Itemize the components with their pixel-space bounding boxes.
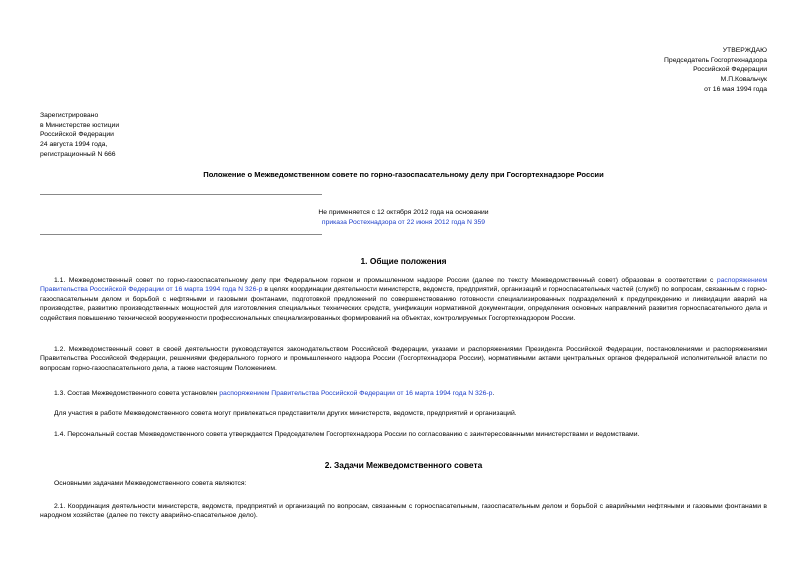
paragraph-1-2: 1.2. Межведомственный совет в своей деятельности руководствуется законодательством Российской Федерации, указами и распоряжениями Президента Российской Федерации, постановлениями и распоряжениями Правительства Российской Федерации, решениями федерального горного и промышленного надзора России (Госгортехнадзора России), нормативными актами центральных органов федеральной исполнительной власти по вопросам горно-газоспасательного дела, а также настоящим Положением. — [40, 346, 767, 372]
document-title: Положение о Межведомственном совете по горно-газоспасательному делу при Госгортехнадзоре России — [203, 170, 604, 179]
tasks-intro: Основными задачами Межведомственного совета являются: — [54, 480, 247, 487]
paragraph-1-1 — [40, 276, 767, 323]
approval-line: УТВЕРЖДАЮ — [722, 47, 767, 54]
paragraph-1-3 — [40, 389, 767, 398]
approval-block — [664, 46, 767, 94]
paragraph-text: . — [492, 390, 495, 397]
registration-line: Российской Федерации — [40, 131, 114, 139]
registration-line: регистрационный N 666 — [40, 150, 116, 158]
registration-line: 24 августа 1994 года, — [40, 140, 108, 148]
paragraph-text: 1.3. Состав Межведомственного совета установлен — [54, 390, 220, 397]
approval-line: от 16 мая 1994 года — [704, 85, 767, 93]
section-heading-general: 1. Общие положения — [360, 256, 447, 266]
divider — [40, 194, 322, 195]
paragraph-text: в целях координации деятельности министерств, ведомств, предприятий, организаций и горноспасательных частей (служб) по вопросам, связанным с горно-газоспасательным делом и борьбой с нефтяными и газовыми фонтанами, подготовкой предложений по совершенствованию готовности специализированных подразделений к предупреждению и ликвидации аварий на производстве, развитию производственных мощностей для изготовления специальных технических средств, унификации нормативной документации, определения основных направлений развития горноспасательного дела и содействия повышению технической вооруженности профессиональных специализированных формирований на объектах, контролируемых Госгортехнадзором России. — [40, 286, 767, 322]
approval-line: М.П.Ковальчук — [720, 75, 767, 83]
status-notice — [0, 208, 807, 227]
paragraph-text: 1.1. Межведомственный совет по горно-газоспасательному делу при Федеральном горном и промышленном надзоре России (далее по тексту Межведомственный совет) образован в соответствии с — [54, 277, 714, 284]
registration-line: в Министерстве юстиции — [40, 121, 120, 129]
section-heading-tasks: 2. Задачи Межведомственного совета — [324, 460, 483, 470]
decree-link[interactable]: распоряжением Правительства Российской Федерации от 16 марта 1994 года N 326-р — [40, 277, 768, 294]
notice-order-link[interactable]: приказа Ростехнадзора от 22 июня 2012 года N 359 — [321, 218, 486, 226]
paragraph-1-3-participation: Для участия в работе Межведомственного совета могут привлекаться представители других министерств, ведомств, предприятий и организаций. — [54, 410, 517, 417]
notice-text: Не применяется с 12 октября 2012 года на основании — [318, 209, 489, 216]
divider — [40, 234, 322, 235]
approval-line: Российской Федерации — [693, 66, 767, 74]
paragraph-2-1: 2.1. Координация деятельности министерств, ведомств, предприятий и организаций по вопросам, связанным с горноспасательным, газоспасательным делом и борьбой с аварийными нефтяными и газовыми фонтанами в народном хозяйстве (далее по тексту аварийно-спасательное дело). — [40, 503, 767, 520]
decree-link[interactable]: распоряжением Правительства Российской Федерации от 16 марта 1994 года N 326-р — [219, 390, 493, 397]
registration-block — [40, 111, 119, 159]
paragraph-1-4: 1.4. Персональный состав Межведомственного совета утверждается Председателем Госгортехнадзора России по согласованию с заинтересованными министерствами и ведомствами. — [54, 431, 640, 438]
approval-line: Председатель Госгортехнадзора — [664, 56, 767, 64]
registration-line: Зарегистрировано — [40, 112, 99, 119]
